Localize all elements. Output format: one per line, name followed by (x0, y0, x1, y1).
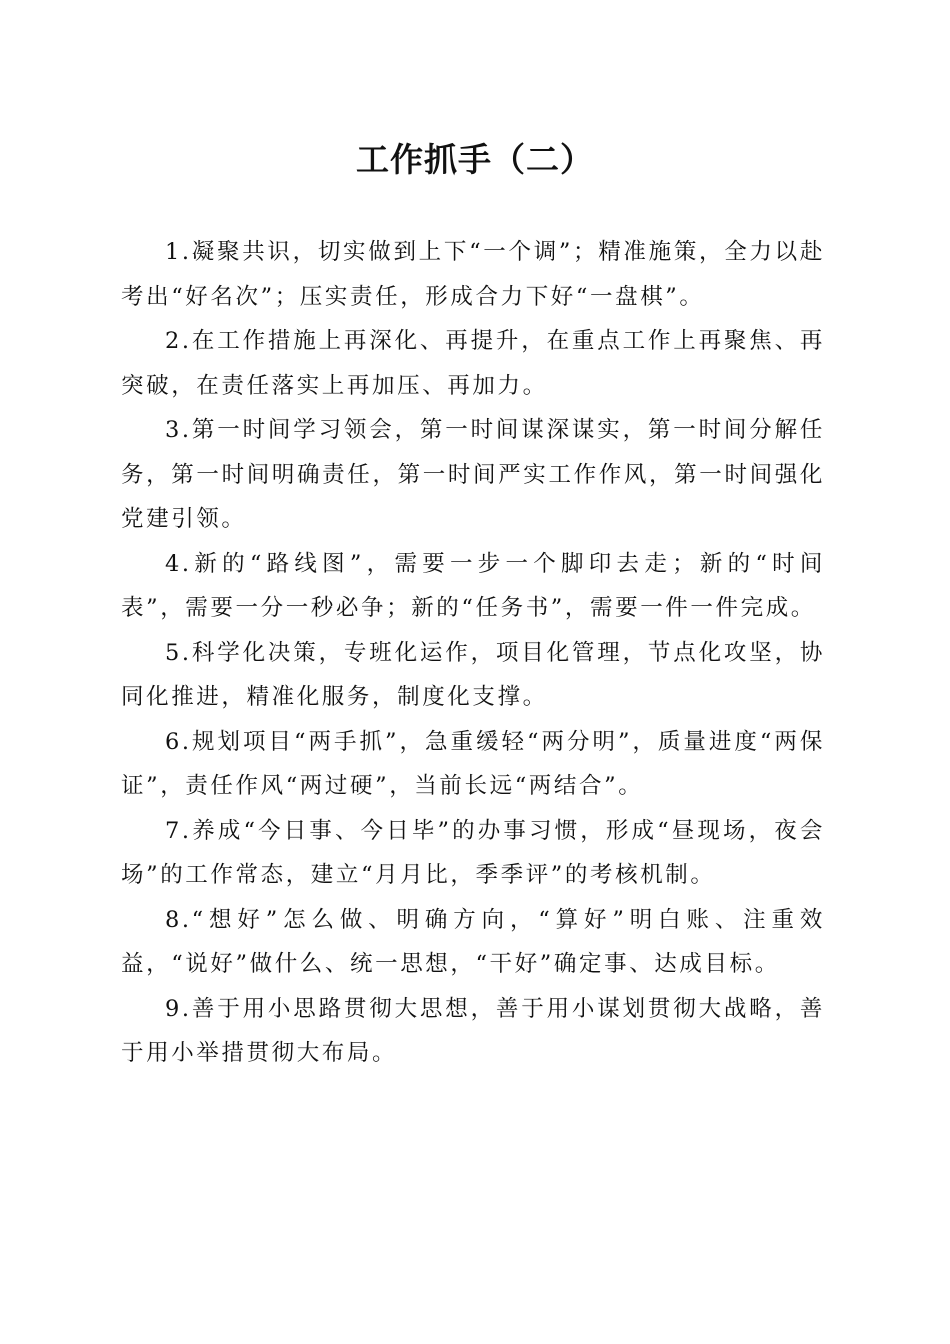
document-title: 工作抓手（二） (356, 140, 594, 179)
paragraph-5: 5.科学化决策，专班化运作，项目化管理，节点化攻坚，协同化推进，精准化服务，制度化支撑。 (121, 639, 825, 710)
paragraph-6: 6.规划项目“两手抓”，急重缓轻“两分明”，质量进度“两保证”，责任作风“两过硬”，当前长远“两结合”。 (121, 728, 825, 799)
paragraph-1: 1.凝聚共识，切实做到上下“一个调”；精准施策，全力以赴考出“好名次”；压实责任，形成合力下好“一盘棋”。 (121, 239, 825, 310)
paragraph-8: 8.“想好”怎么做、明确方向，“算好”明白账、注重效益，“说好”做什么、统一思想，“干好”确定事、达成目标。 (121, 906, 825, 977)
document-body (121, 230, 825, 1076)
paragraph-4: 4.新的“路线图”，需要一步一个脚印去走；新的“时间表”，需要一分一秒必争；新的“任务书”，需要一件一件完成。 (121, 550, 825, 621)
paragraph-7: 7.养成“今日事、今日毕”的办事习惯，形成“昼现场，夜会场”的工作常态，建立“月月比，季季评”的考核机制。 (121, 817, 825, 888)
paragraph-2: 2.在工作措施上再深化、再提升，在重点工作上再聚焦、再突破，在责任落实上再加压、再加力。 (121, 328, 825, 399)
paragraph-3: 3.第一时间学习领会，第一时间谋深谋实，第一时间分解任务，第一时间明确责任，第一时间严实工作作风，第一时间强化党建引领。 (121, 417, 825, 532)
paragraph-9: 9.善于用小思路贯彻大思想，善于用小谋划贯彻大战略，善于用小举措贯彻大布局。 (121, 995, 825, 1066)
